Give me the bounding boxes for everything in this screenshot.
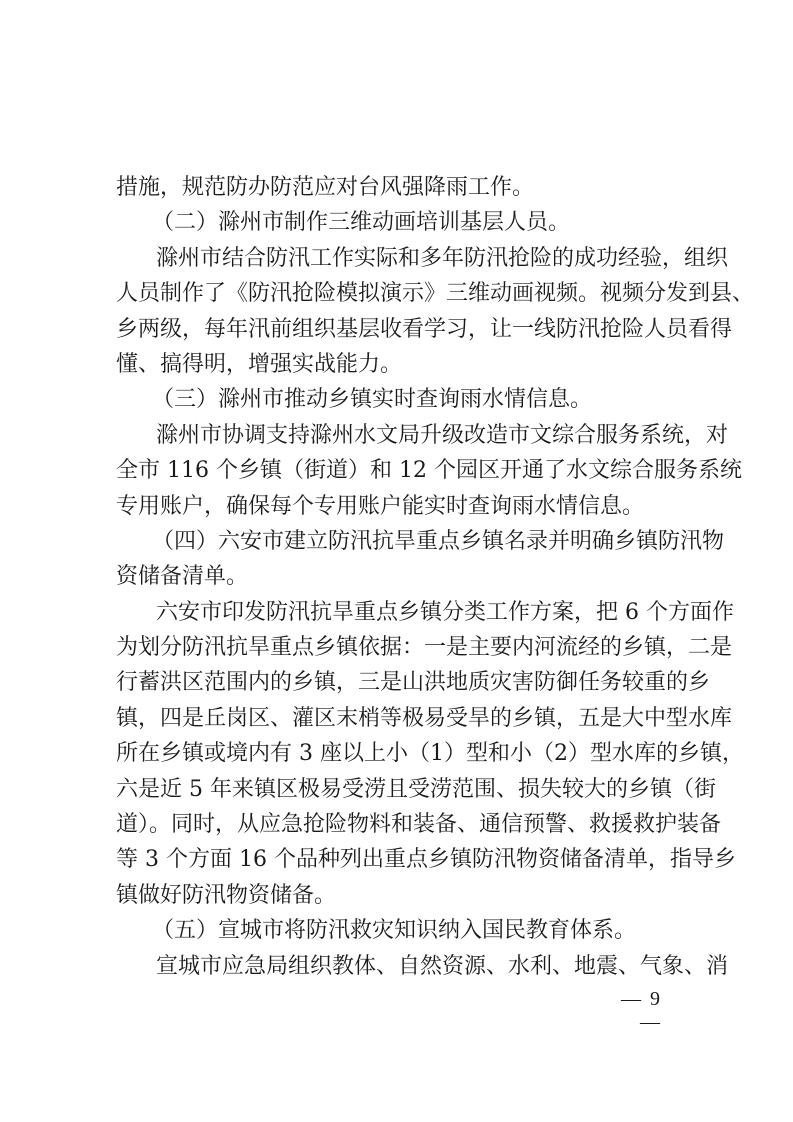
section-heading-line: （三）滁州市推动乡镇实时查询雨水情信息。 [152,387,593,413]
text-line: 道）。同时，从应急抢险物料和装备、通信预警、救援救护装备 [116,812,722,838]
section-heading-line: （五）宣城市将防汛救灾知识纳入国民教育体系。 [152,918,637,944]
document-body [116,170,755,984]
page-number: — 9 — [621,988,662,1033]
text-line: 专用账户，确保每个专用账户能实时查询雨水情信息。 [116,493,645,519]
text-line: 行蓄洪区范围内的乡镇，三是山洪地质灾害防御任务较重的乡 [116,670,711,696]
text-line: 全市 116 个乡镇（街道）和 12 个园区开通了水文综合服务系统 [116,458,742,484]
text-line: 镇，四是丘岗区、灌区末梢等极易受旱的乡镇，五是大中型水库 [116,705,733,731]
text-line: 滁州市结合防汛工作实际和多年防汛抢险的成功经验，组织 [156,245,729,271]
text-line: 人员制作了《防汛抢险模拟演示》三维动画视频。视频分发到县、 [116,281,755,307]
text-line: 六是近 5 年来镇区极易受涝且受涝范围、损失较大的乡镇（街 [116,776,716,802]
text-line: 宣城市应急局组织教体、自然资源、水利、地震、气象、消 [156,953,729,979]
text-line: 滁州市协调支持滁州水文局升级改造市文综合服务系统，对 [156,422,729,448]
section-heading-line: （四）六安市建立防汛抗旱重点乡镇名录并明确乡镇防汛物 [152,528,725,554]
text-line: 懂、搞得明，增强实战能力。 [116,351,403,377]
text-line: 镇做好防汛物资储备。 [116,882,337,908]
section-heading-line: （二）滁州市制作三维动画培训基层人员。 [152,210,571,236]
text-line: 六安市印发防汛抗旱重点乡镇分类工作方案，把 6 个方面作 [156,599,734,625]
text-line: 资储备清单。 [116,564,249,590]
text-line: 为划分防汛抗旱重点乡镇依据：一是主要内河流经的乡镇，二是 [116,635,733,661]
text-line: 所在乡镇或境内有 3 座以上小（1）型和小（2）型水库的乡镇， [116,741,744,767]
text-line: 措施，规范防办防范应对台风强降雨工作。 [116,175,535,200]
text-line: 乡两级，每年汛前组织基层收看学习，让一线防汛抢险人员看得 [116,316,733,342]
text-line: 等 3 个方面 16 个品种列出重点乡镇防汛物资储备清单，指导乡 [116,847,736,873]
